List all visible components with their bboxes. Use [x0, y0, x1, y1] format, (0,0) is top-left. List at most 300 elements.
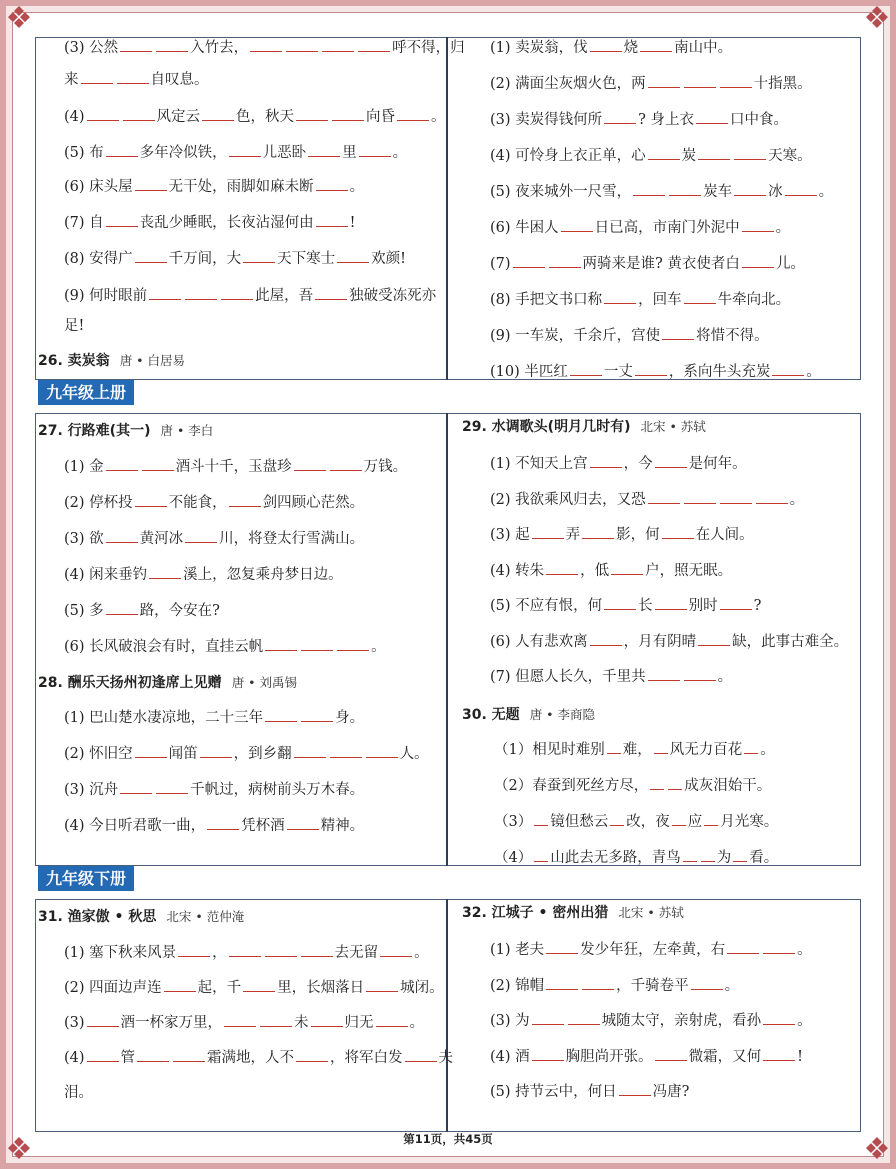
question-line	[64, 214, 355, 232]
fill-in-blank[interactable]	[684, 291, 716, 304]
line-text: （2）春蚕到死丝方尽，	[494, 778, 649, 794]
fill-in-blank[interactable]	[366, 745, 398, 758]
line-text: ，系向牛头充炭	[668, 364, 771, 380]
fill-in-blank[interactable]	[734, 183, 766, 196]
line-text: 弄	[565, 527, 581, 543]
line-text: 一丈	[603, 364, 633, 380]
line-text: 长	[638, 598, 653, 614]
fill-in-blank[interactable]	[296, 1049, 328, 1062]
line-text: 。	[775, 220, 791, 236]
fill-in-blank[interactable]	[655, 455, 687, 468]
line-text: (1) 老夫	[490, 942, 545, 958]
line-text: (6) 牛困人	[490, 220, 559, 236]
fill-in-blank[interactable]	[106, 530, 138, 543]
poem-title-text: 30. 无题	[462, 707, 520, 723]
poem-title	[38, 674, 297, 692]
fill-in-blank[interactable]	[142, 458, 174, 471]
fill-in-blank[interactable]	[607, 741, 621, 754]
line-text: 来	[64, 72, 79, 88]
line-text: 千万间，大	[168, 251, 242, 267]
corner-ornament-icon: ❖	[863, 1, 891, 36]
fill-in-blank[interactable]	[546, 562, 578, 575]
question-line	[64, 71, 209, 89]
fill-in-blank[interactable]	[87, 108, 119, 121]
fill-in-blank[interactable]	[308, 144, 340, 157]
question-line	[490, 941, 812, 959]
fill-in-blank[interactable]	[332, 108, 364, 121]
fill-in-blank[interactable]	[315, 287, 347, 300]
line-text: (1) 巴山楚水凄凉地，二十三年	[64, 710, 264, 726]
fill-in-blank[interactable]	[756, 491, 788, 504]
question-line	[490, 39, 732, 57]
line-text: 十指黑。	[753, 76, 812, 92]
line-text: 成灰泪始干。	[684, 778, 772, 794]
fill-in-blank[interactable]	[87, 1014, 119, 1027]
column-divider	[446, 899, 448, 1132]
line-text: 自叹息。	[150, 72, 209, 88]
fill-in-blank[interactable]	[654, 741, 668, 754]
fill-in-blank[interactable]	[534, 849, 548, 862]
fill-in-blank[interactable]	[655, 597, 687, 610]
fill-in-blank[interactable]	[763, 1048, 795, 1061]
fill-in-blank[interactable]	[669, 183, 701, 196]
fill-in-blank[interactable]	[662, 327, 694, 340]
line-text: 入竹去，	[190, 40, 249, 56]
line-text: ?	[753, 598, 762, 614]
line-text: (2) 停杯投	[64, 495, 133, 511]
line-text: (7)	[490, 256, 511, 272]
fill-in-blank[interactable]	[590, 455, 622, 468]
fill-in-blank[interactable]	[135, 745, 167, 758]
line-text: (1) 卖炭翁，伐	[490, 40, 588, 56]
fill-in-blank[interactable]	[301, 944, 333, 957]
line-text: ，	[212, 945, 227, 961]
line-text: (9) 一车炭，千余斤，宫使	[490, 328, 661, 344]
fill-in-blank[interactable]	[610, 813, 624, 826]
line-text: (1) 不知天上宫	[490, 456, 588, 472]
fill-in-blank[interactable]	[106, 602, 138, 615]
fill-in-blank[interactable]	[701, 849, 715, 862]
fill-in-blank[interactable]	[117, 71, 149, 84]
fill-in-blank[interactable]	[106, 214, 138, 227]
line-text: 里，长烟落日	[277, 980, 365, 996]
fill-in-blank[interactable]	[734, 147, 766, 160]
fill-in-blank[interactable]	[265, 944, 297, 957]
poem-title-text: 31. 渔家傲 • 秋思	[38, 909, 157, 925]
question-line	[490, 1048, 803, 1066]
line-text: 胸胆尚开张。	[565, 1048, 653, 1065]
fill-in-blank[interactable]	[405, 1049, 437, 1062]
fill-in-blank[interactable]	[286, 39, 318, 52]
fill-in-blank[interactable]	[156, 39, 188, 52]
fill-in-blank[interactable]	[561, 219, 593, 232]
fill-in-blank[interactable]	[120, 781, 152, 794]
line-text: 溪上，忽复乘舟梦日边。	[183, 567, 343, 583]
column-divider	[446, 413, 448, 866]
fill-in-blank[interactable]	[604, 111, 636, 124]
fill-in-blank[interactable]	[668, 777, 682, 790]
fill-in-blank[interactable]	[698, 633, 730, 646]
fill-in-blank[interactable]	[337, 250, 369, 263]
line-text: 。	[431, 109, 446, 125]
line-text: 难，	[622, 742, 652, 758]
question-line	[490, 219, 790, 237]
fill-in-blank[interactable]	[185, 530, 217, 543]
fill-in-blank[interactable]	[590, 633, 622, 646]
question-line	[64, 602, 220, 620]
line-text: 天下寒士	[277, 251, 336, 267]
line-text: 闻笛	[168, 746, 198, 762]
poem-title-text: 32. 江城子 • 密州出猎	[462, 905, 609, 921]
line-text: 酒斗十千，玉盘珍	[175, 459, 292, 475]
line-text: (6) 床头屋	[64, 179, 133, 195]
line-text: 。	[797, 942, 812, 958]
line-text: 里	[342, 145, 357, 161]
line-text: 呼不得，归	[392, 40, 465, 56]
fill-in-blank[interactable]	[149, 566, 181, 579]
poem-author: 唐 • 李白	[160, 423, 214, 438]
line-text: 改，夜	[626, 814, 670, 830]
question-line	[64, 638, 386, 656]
fill-in-blank[interactable]	[200, 745, 232, 758]
line-text: (2) 四面边声连	[64, 980, 162, 996]
fill-in-blank[interactable]	[763, 941, 795, 954]
line-text: (2) 锦帽	[490, 977, 545, 994]
question-line	[490, 363, 821, 381]
poem-title	[38, 422, 213, 440]
fill-in-blank[interactable]	[243, 250, 275, 263]
fill-in-blank[interactable]	[265, 709, 297, 722]
fill-in-blank[interactable]	[532, 1048, 564, 1061]
fill-in-blank[interactable]	[358, 39, 390, 52]
line-text: 夫	[438, 1050, 454, 1066]
fill-in-blank[interactable]	[296, 108, 328, 121]
fill-in-blank[interactable]	[87, 1049, 119, 1062]
question-line	[490, 291, 790, 309]
poem-author: 北宋 • 苏轼	[618, 905, 684, 920]
section-grade9-upper: 九年级上册	[38, 380, 134, 405]
fill-in-blank[interactable]	[742, 219, 774, 232]
line-text: ，回车	[638, 292, 682, 308]
line-text: 月光寒。	[720, 814, 779, 830]
fill-in-blank[interactable]	[224, 1014, 256, 1027]
line-text: ，月有阴晴	[623, 633, 697, 650]
fill-in-blank[interactable]	[696, 111, 728, 124]
line-text: (2) 满面尘灰烟火色，两	[490, 76, 646, 92]
fill-in-blank[interactable]	[135, 494, 167, 507]
line-text: ，低	[580, 562, 610, 579]
line-text: (2) 怀旧空	[64, 746, 133, 762]
line-text: （1）相见时难别	[494, 742, 605, 758]
fill-in-blank[interactable]	[546, 977, 578, 990]
line-text: 风定云	[156, 109, 201, 125]
question-line	[490, 147, 812, 165]
line-text: (7) 自	[64, 215, 104, 231]
poem-title-text: 29. 水调歌头(明月几时有)	[462, 419, 631, 435]
fill-in-blank[interactable]	[720, 491, 752, 504]
poem-title	[462, 904, 684, 922]
fill-in-blank[interactable]	[582, 977, 614, 990]
fill-in-blank[interactable]	[229, 944, 261, 957]
fill-in-blank[interactable]	[106, 144, 138, 157]
fill-in-blank[interactable]	[633, 183, 665, 196]
fill-in-blank[interactable]	[742, 255, 774, 268]
fill-in-blank[interactable]	[322, 39, 354, 52]
line-text: ? 身上衣	[638, 112, 695, 128]
question-line	[64, 458, 407, 476]
line-text: 。	[409, 1015, 425, 1031]
fill-in-blank[interactable]	[684, 491, 716, 504]
line-text: 。	[717, 669, 733, 685]
line-text: (6) 长风破浪会有时，直挂云帆	[64, 639, 264, 655]
fill-in-blank[interactable]	[648, 491, 680, 504]
question-line	[64, 494, 364, 512]
line-text: 万钱。	[363, 459, 408, 475]
fill-in-blank[interactable]	[698, 147, 730, 160]
fill-in-blank[interactable]	[135, 250, 167, 263]
corner-ornament-icon: ❖	[5, 1, 33, 36]
fill-in-blank[interactable]	[785, 183, 817, 196]
line-text: (4) 可怜身上衣正单，心	[490, 148, 646, 164]
line-text: (3) 卖炭得钱何所	[490, 112, 603, 128]
fill-in-blank[interactable]	[376, 1014, 408, 1027]
fill-in-blank[interactable]	[744, 741, 758, 754]
line-text: 南山中。	[674, 40, 733, 56]
question-line	[64, 781, 364, 799]
fill-in-blank[interactable]	[137, 1049, 169, 1062]
line-text: （3）	[494, 814, 533, 830]
line-text: 霜满地，人不	[207, 1050, 295, 1066]
fill-in-blank[interactable]	[619, 1083, 651, 1096]
question-line	[494, 813, 778, 831]
line-text: 是何年。	[688, 456, 747, 472]
fill-in-blank[interactable]	[135, 178, 167, 191]
poem-title	[38, 352, 185, 370]
fill-in-blank[interactable]	[229, 494, 261, 507]
line-text: !	[797, 1048, 803, 1065]
line-text: 路，今安在?	[139, 603, 220, 619]
fill-in-blank[interactable]	[662, 526, 694, 539]
fill-in-blank[interactable]	[330, 745, 362, 758]
fill-in-blank[interactable]	[648, 147, 680, 160]
fill-in-blank[interactable]	[250, 39, 282, 52]
line-text: 风无力百花	[669, 742, 743, 758]
fill-in-blank[interactable]	[604, 291, 636, 304]
question-line	[64, 566, 343, 584]
fill-in-blank[interactable]	[720, 597, 752, 610]
line-text: 为	[716, 850, 732, 866]
fill-in-blank[interactable]	[763, 1012, 795, 1025]
question-line	[64, 1049, 453, 1067]
fill-in-blank[interactable]	[604, 597, 636, 610]
corner-ornament-icon: ❖	[863, 1132, 891, 1167]
fill-in-blank[interactable]	[655, 1048, 687, 1061]
fill-in-blank[interactable]	[513, 255, 545, 268]
line-text: 。	[414, 945, 429, 961]
line-text: (7) 但愿人长久，千里共	[490, 669, 646, 685]
fill-in-blank[interactable]	[640, 39, 672, 52]
line-text: 。	[371, 639, 386, 655]
fill-in-blank[interactable]	[546, 941, 578, 954]
fill-in-blank[interactable]	[635, 363, 667, 376]
line-text: (5) 持节云中，何日	[490, 1084, 617, 1100]
fill-in-blank[interactable]	[287, 817, 319, 830]
fill-in-blank[interactable]	[590, 39, 622, 52]
question-line	[490, 977, 739, 995]
fill-in-blank[interactable]	[380, 944, 412, 957]
line-text: (4)	[64, 1050, 85, 1066]
question-line	[64, 39, 465, 57]
fill-in-blank[interactable]	[337, 638, 369, 651]
page-number: 第11页，共45页	[403, 1132, 493, 1146]
line-text: 川，将登太行雪满山。	[219, 531, 365, 547]
column-divider	[446, 37, 448, 380]
fill-in-blank[interactable]	[720, 75, 752, 88]
poem-title	[38, 908, 244, 926]
line-text: 身。	[335, 710, 365, 726]
fill-in-blank[interactable]	[301, 638, 333, 651]
fill-in-blank[interactable]	[727, 941, 759, 954]
fill-in-blank[interactable]	[611, 562, 643, 575]
question-line	[490, 111, 788, 129]
fill-in-blank[interactable]	[549, 255, 581, 268]
fill-in-blank[interactable]	[733, 849, 747, 862]
line-text: 城闭。	[400, 980, 444, 996]
question-line	[490, 526, 754, 544]
question-line	[64, 709, 364, 727]
fill-in-blank[interactable]	[582, 526, 614, 539]
question-line	[490, 75, 812, 93]
line-text: 口中食。	[730, 112, 789, 128]
fill-in-blank[interactable]	[301, 709, 333, 722]
fill-in-blank[interactable]	[149, 287, 181, 300]
corner-ornament-icon: ❖	[5, 1132, 33, 1167]
fill-in-blank[interactable]	[330, 458, 362, 471]
line-text: 。	[392, 145, 408, 161]
line-text: 在人间。	[695, 527, 754, 543]
line-text: 日已高，市南门外泥中	[594, 220, 740, 236]
question-line	[64, 745, 429, 763]
line-text: 欢颜!	[371, 251, 406, 267]
fill-in-blank[interactable]	[243, 979, 275, 992]
fill-in-blank[interactable]	[568, 1012, 600, 1025]
fill-in-blank[interactable]	[570, 363, 602, 376]
fill-in-blank[interactable]	[397, 108, 429, 121]
line-text: 此屋，吾	[255, 288, 314, 304]
line-text: 向昏	[366, 109, 396, 125]
line-text: 起，千	[197, 980, 242, 996]
line-text: 。	[760, 742, 775, 758]
line-text: 黄河冰	[139, 531, 184, 547]
line-text: 独破受冻死亦	[349, 288, 437, 304]
fill-in-blank[interactable]	[202, 108, 234, 121]
fill-in-blank[interactable]	[185, 287, 217, 300]
line-text: 炭	[681, 148, 697, 164]
fill-in-blank[interactable]	[772, 363, 804, 376]
line-text: 城随太守，亲射虎，看孙	[601, 1013, 762, 1029]
fill-in-blank[interactable]	[648, 75, 680, 88]
fill-in-blank[interactable]	[156, 781, 188, 794]
fill-in-blank[interactable]	[691, 977, 723, 990]
line-text: (4) 闲来垂钓	[64, 567, 148, 583]
fill-in-blank[interactable]	[106, 458, 138, 471]
fill-in-blank[interactable]	[178, 944, 210, 957]
poem-author: 唐 • 刘禹锡	[231, 675, 298, 690]
line-text: 牛牵向北。	[717, 292, 791, 308]
fill-in-blank[interactable]	[704, 813, 718, 826]
question-line	[64, 178, 364, 196]
fill-in-blank[interactable]	[532, 526, 564, 539]
fill-in-blank[interactable]	[316, 178, 348, 191]
line-text: ，到乡翻	[233, 746, 292, 762]
fill-in-blank[interactable]	[359, 144, 391, 157]
line-text: 丧乱少睡眠，长夜沾湿何由	[139, 215, 314, 231]
fill-in-blank[interactable]	[229, 144, 261, 157]
poem-title-text: 26. 卖炭翁	[38, 353, 110, 369]
fill-in-blank[interactable]	[123, 108, 155, 121]
line-text: (3) 起	[490, 527, 530, 543]
line-text: 。	[349, 179, 365, 195]
poem-author: 唐 • 李商隐	[529, 707, 596, 722]
line-text: 两骑来是谁? 黄衣使者白	[582, 256, 740, 272]
fill-in-blank[interactable]	[648, 668, 680, 681]
question-line	[64, 944, 429, 962]
question-line	[64, 108, 446, 126]
fill-in-blank[interactable]	[81, 71, 113, 84]
fill-in-blank[interactable]	[534, 813, 548, 826]
line-text: 烧	[623, 40, 639, 56]
line-text: 别时	[688, 598, 718, 614]
line-text: (1) 塞下秋来风景	[64, 945, 177, 961]
fill-in-blank[interactable]	[120, 39, 152, 52]
line-text: 。	[789, 491, 805, 508]
line-text: 发少年狂，左牵黄，右	[580, 942, 726, 958]
fill-in-blank[interactable]	[294, 745, 326, 758]
fill-in-blank[interactable]	[173, 1049, 205, 1062]
line-text: 缺，此事古难全。	[732, 633, 849, 650]
fill-in-blank[interactable]	[672, 813, 686, 826]
line-text: (3) 欲	[64, 531, 104, 547]
line-text: 剑四顾心茫然。	[262, 495, 365, 511]
fill-in-blank[interactable]	[650, 777, 664, 790]
fill-in-blank[interactable]	[683, 849, 697, 862]
line-text: (4) 转朱	[490, 562, 545, 579]
question-line	[64, 317, 84, 335]
line-text: 冯唐?	[652, 1084, 690, 1100]
fill-in-blank[interactable]	[294, 458, 326, 471]
question-line	[490, 183, 833, 201]
line-text: 山此去无多路，青鸟	[550, 850, 681, 866]
fill-in-blank[interactable]	[260, 1014, 292, 1027]
fill-in-blank[interactable]	[684, 668, 716, 681]
fill-in-blank[interactable]	[366, 979, 398, 992]
question-line	[494, 849, 778, 867]
fill-in-blank[interactable]	[221, 287, 253, 300]
question-line	[494, 741, 775, 759]
line-text: 炭车	[703, 184, 733, 200]
question-line	[490, 633, 848, 651]
line-text: 无干处，雨脚如麻未断	[168, 179, 314, 195]
fill-in-blank[interactable]	[207, 817, 239, 830]
fill-in-blank[interactable]	[532, 1012, 564, 1025]
fill-in-blank[interactable]	[316, 214, 348, 227]
line-text: 色，秋天	[236, 109, 295, 125]
fill-in-blank[interactable]	[684, 75, 716, 88]
question-line	[494, 777, 771, 795]
fill-in-blank[interactable]	[265, 638, 297, 651]
fill-in-blank[interactable]	[311, 1014, 343, 1027]
fill-in-blank[interactable]	[164, 979, 196, 992]
